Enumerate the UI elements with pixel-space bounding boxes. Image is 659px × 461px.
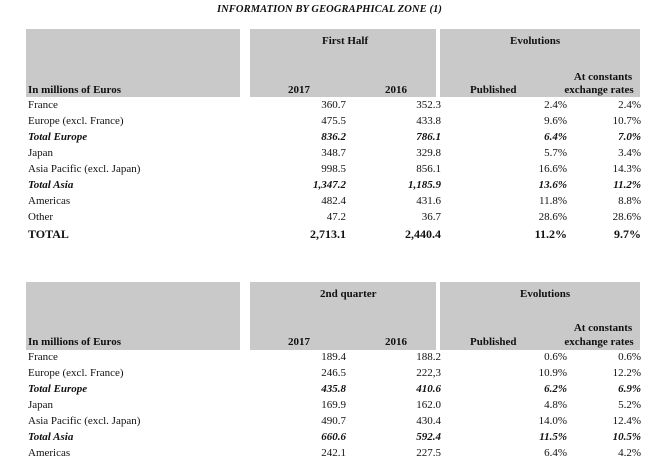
value-2016: 188.2 [416, 351, 441, 363]
value-2017: 189.4 [321, 351, 346, 363]
value-2017: 482.4 [321, 195, 346, 207]
row-label: Other [28, 211, 54, 223]
value-published: 6.4% [544, 131, 567, 143]
value-2017: 475.5 [321, 115, 346, 127]
value-2016: 592.4 [416, 431, 441, 443]
col-published: Published [470, 84, 517, 96]
first-half-table [26, 29, 646, 244]
value-published: 28.6% [538, 211, 567, 223]
col-constant-line2: exchange rates [564, 84, 634, 96]
value-2016: 36.7 [421, 211, 441, 223]
value-published: 0.6% [544, 351, 567, 363]
table-row [26, 413, 646, 429]
col-2017: 2017 [288, 84, 310, 96]
value-constant-rates: 2.4% [618, 99, 641, 111]
value-2016: 431.6 [416, 195, 441, 207]
evolutions-label: Evolutions [520, 288, 571, 300]
value-published: 9.6% [544, 115, 567, 127]
value-2017: 169.9 [321, 399, 346, 411]
row-label: Total Asia [28, 179, 74, 191]
row-label: Total Europe [28, 383, 88, 395]
value-constant-rates: 10.5% [612, 431, 641, 443]
row-label: Total Asia [28, 431, 74, 443]
value-constant-rates: 8.8% [618, 195, 641, 207]
page-title: INFORMATION BY GEOGRAPHICAL ZONE (1) [216, 4, 443, 15]
value-2017: 246.5 [321, 367, 346, 379]
row-label: Japan [28, 399, 54, 411]
row-label: Europe (excl. France) [28, 115, 124, 127]
value-2016: 1,185.9 [408, 179, 441, 191]
table-row [26, 381, 646, 397]
value-2016: 856.1 [416, 163, 441, 175]
row-label: TOTAL [28, 227, 69, 241]
col-constant-line1: At constants [573, 322, 633, 334]
col-2016: 2016 [385, 84, 407, 96]
value-2016: 162.0 [416, 399, 441, 411]
value-constant-rates: 11.2% [613, 179, 641, 191]
value-2017: 47.2 [326, 211, 346, 223]
table-row [26, 177, 646, 193]
header-period-cell [250, 282, 436, 350]
value-2016: 222,3 [416, 367, 441, 379]
value-2016: 786.1 [416, 131, 441, 143]
value-constant-rates: 5.2% [618, 399, 641, 411]
value-2017: 348.7 [321, 147, 346, 159]
value-published: 13.6% [538, 179, 567, 191]
row-header: In millions of Euros [28, 84, 122, 96]
row-label: France [28, 351, 58, 363]
table-row [26, 445, 646, 461]
value-constant-rates: 10.7% [612, 115, 641, 127]
table-row [26, 209, 646, 225]
value-2017: 2,713.1 [310, 227, 346, 241]
value-published: 5.7% [544, 147, 567, 159]
value-published: 4.8% [544, 399, 567, 411]
period-label: 2nd quarter [320, 288, 377, 300]
value-2017: 1,347.2 [313, 179, 346, 191]
value-2016: 410.6 [416, 383, 441, 395]
value-published: 14.0% [538, 415, 567, 427]
header-period-cell [250, 29, 436, 97]
value-constant-rates: 9.7% [614, 227, 641, 241]
value-2016: 433.8 [416, 115, 441, 127]
value-2017: 660.6 [321, 431, 346, 443]
table-row [26, 97, 646, 113]
row-header: In millions of Euros [28, 336, 122, 348]
value-2017: 435.8 [321, 383, 346, 395]
value-published: 6.4% [544, 447, 567, 459]
col-published: Published [470, 336, 517, 348]
value-2017: 360.7 [321, 99, 346, 111]
value-constant-rates: 14.3% [612, 163, 641, 175]
value-published: 10.9% [538, 367, 567, 379]
value-constant-rates: 12.4% [612, 415, 641, 427]
table-row [26, 397, 646, 413]
table-row [26, 113, 646, 129]
value-published: 16.6% [538, 163, 567, 175]
value-2016: 352.3 [416, 99, 441, 111]
row-label: Americas [28, 447, 71, 459]
value-2017: 242.1 [321, 447, 346, 459]
value-published: 11.8% [538, 195, 567, 207]
col-constant-line1: At constants [573, 71, 633, 83]
evolutions-label: Evolutions [510, 35, 561, 47]
value-published: 2.4% [544, 99, 567, 111]
value-constant-rates: 28.6% [612, 211, 641, 223]
table-row [26, 129, 646, 145]
table-row [26, 193, 646, 209]
second-quarter-table [26, 282, 646, 459]
value-2016: 329.8 [416, 147, 441, 159]
value-constant-rates: 3.4% [618, 147, 641, 159]
row-label: Asia Pacific (excl. Japan) [28, 163, 141, 175]
table-row [26, 349, 646, 365]
value-2017: 490.7 [321, 415, 346, 427]
table-row [26, 365, 646, 381]
table-row [26, 429, 646, 445]
value-constant-rates: 0.6% [618, 351, 641, 363]
value-2016: 430.4 [416, 415, 441, 427]
value-2016: 2,440.4 [405, 227, 441, 241]
row-label: Japan [28, 147, 54, 159]
value-2016: 227.5 [416, 447, 441, 459]
table-row [26, 226, 646, 242]
value-published: 11.2% [534, 227, 567, 241]
value-2017: 836.2 [321, 131, 346, 143]
value-published: 11.5% [539, 431, 567, 443]
value-2017: 998.5 [321, 163, 346, 175]
row-label: Total Europe [28, 131, 88, 143]
value-constant-rates: 4.2% [618, 447, 641, 459]
table-row [26, 161, 646, 177]
value-published: 6.2% [544, 383, 567, 395]
row-label: Americas [28, 195, 71, 207]
col-2017: 2017 [288, 336, 310, 348]
value-constant-rates: 6.9% [618, 383, 641, 395]
row-label: France [28, 99, 58, 111]
col-constant-line2: exchange rates [564, 336, 634, 348]
row-label: Asia Pacific (excl. Japan) [28, 415, 141, 427]
value-constant-rates: 12.2% [612, 367, 641, 379]
period-label: First Half [322, 35, 369, 47]
row-label: Europe (excl. France) [28, 367, 124, 379]
value-constant-rates: 7.0% [618, 131, 641, 143]
table-row [26, 145, 646, 161]
col-2016: 2016 [385, 336, 407, 348]
